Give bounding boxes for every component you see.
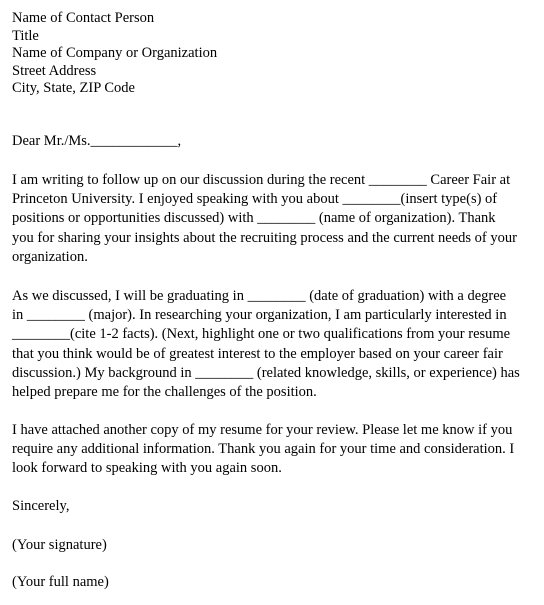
paragraph-line: Princeton University. I enjoyed speaking with you about ________(insert type(s) of bbox=[12, 191, 498, 208]
paragraph-line: helped prepare me for the challenges of the position. bbox=[12, 384, 317, 401]
paragraph-line: you for sharing your insights about the recruiting process and the current needs of your bbox=[12, 229, 517, 246]
paragraph-line: positions or opportunities discussed) with ________ (name of organization). Thank bbox=[12, 210, 496, 227]
paragraph-follow-up bbox=[12, 171, 532, 267]
paragraph-qualifications bbox=[12, 287, 532, 402]
company-line: Name of Company or Organization bbox=[12, 45, 218, 61]
paragraph-line: that you think would be of greatest interest to the employer based on your career fair bbox=[12, 345, 503, 362]
paragraph-line: in ________ (major). In researching your organization, I am particularly interested in bbox=[12, 307, 507, 324]
paragraph-line: I am writing to follow up on our discussion during the recent ________ Career Fair at bbox=[12, 172, 511, 188]
paragraph-line: ________(cite 1-2 facts). (Next, highlight one or two qualifications from your resume bbox=[12, 326, 511, 343]
paragraph-line: As we discussed, I will be graduating in ________ (date of graduation) with a degree bbox=[12, 288, 507, 304]
paragraph-line: organization. bbox=[12, 248, 88, 265]
sign-off: Sincerely, bbox=[12, 498, 70, 514]
paragraph-line: discussion.) My background in ________ (related knowledge, skills, or experience) has bbox=[12, 364, 520, 381]
signature-placeholder: (Your signature) bbox=[12, 537, 107, 553]
paragraph-line: I have attached another copy of my resume for your review. Please let me know if you bbox=[12, 422, 513, 438]
salutation: Dear Mr./Ms.____________, bbox=[12, 133, 182, 149]
recipient-address-block bbox=[12, 10, 532, 98]
full-name-placeholder: (Your full name) bbox=[12, 574, 109, 590]
title-line: Title bbox=[12, 27, 39, 44]
street-address-line: Street Address bbox=[12, 62, 97, 79]
contact-person-line: Name of Contact Person bbox=[12, 10, 155, 26]
paragraph-line: require any additional information. Thank you again for your time and consideration. I bbox=[12, 441, 515, 458]
paragraph-resume-attached bbox=[12, 421, 532, 479]
city-state-zip-line: City, State, ZIP Code bbox=[12, 80, 135, 96]
paragraph-line: look forward to speaking with you again soon. bbox=[12, 460, 282, 477]
